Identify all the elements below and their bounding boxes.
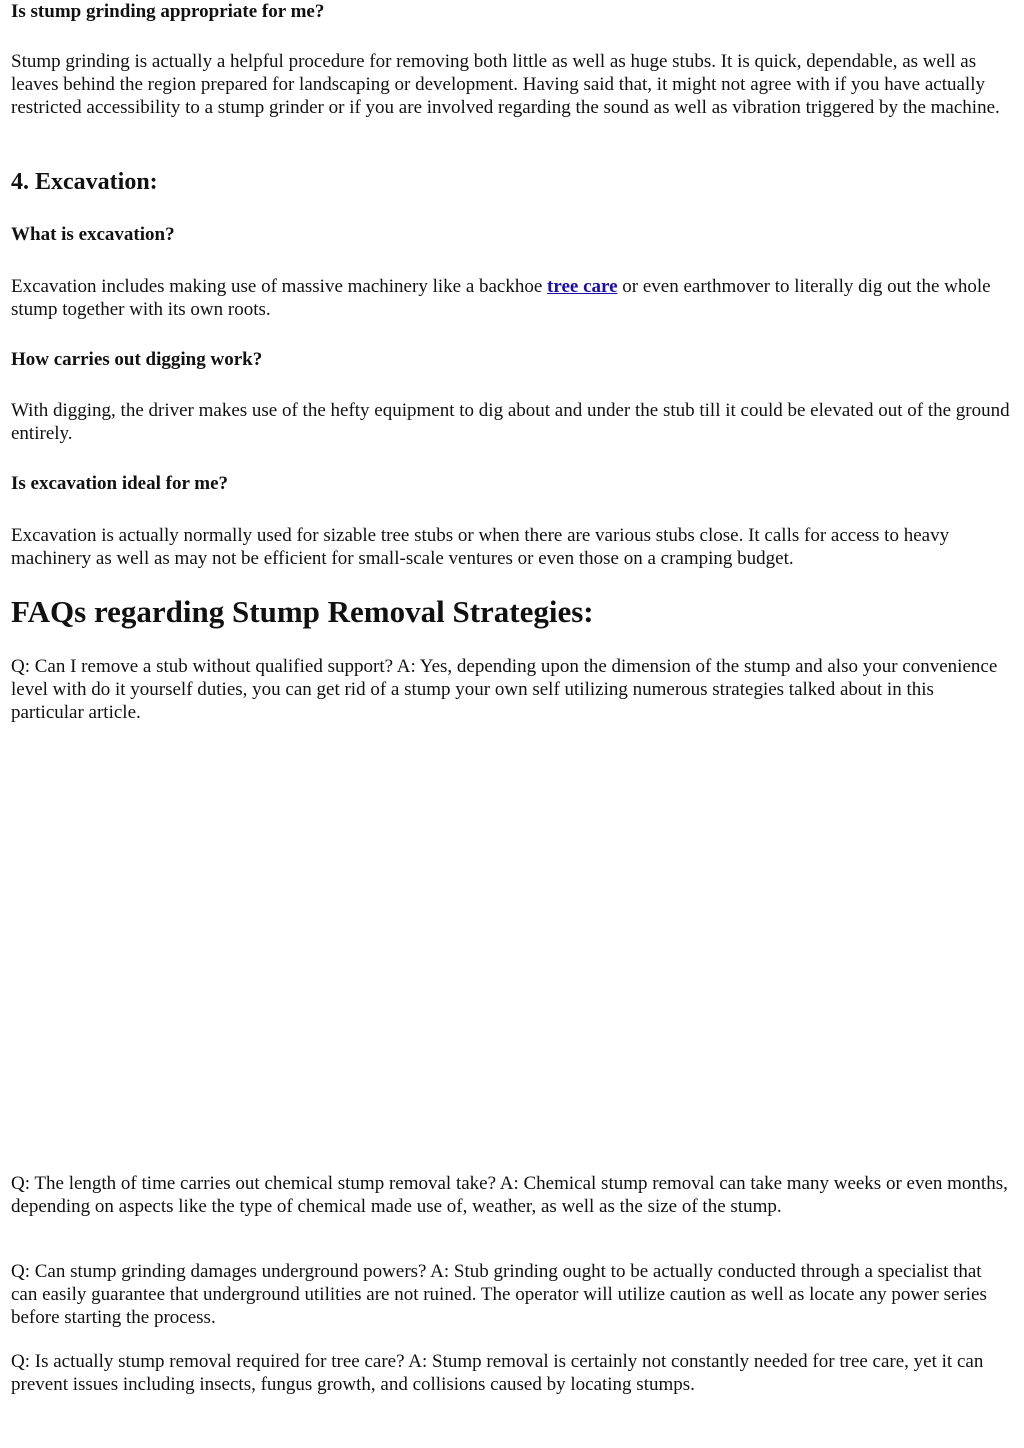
excavation-what-answer-text-1: Excavation includes making use of massive machinery like a backhoe <box>11 276 548 297</box>
excavation-ideal-answer: Excavation is actually normally used for sizable tree stubs or when there are various stubs close. It calls for access to heavy machinery as well as may not be efficient for small-scale ventures or even those on a cramping budget. <box>11 525 950 569</box>
faq-item: Q: Can stump grinding damages underground powers? A: Stub grinding ought to be actually conducted through a specialist that can easily guarantee that underground utilities are not ruined. The operator will utilize caution as well as locate any power series before starting the process. <box>11 1261 987 1328</box>
faqs-heading: FAQs regarding Stump Removal Strategies: <box>11 594 594 629</box>
excavation-what-answer <box>11 275 1011 321</box>
excavation-ideal-question: Is excavation ideal for me? <box>11 473 229 494</box>
faq-item: Q: Is actually stump removal required for tree care? A: Stump removal is certainly not constantly needed for tree care, yet it can prevent issues including insects, fungus growth, and collisions caused by locating stumps. <box>11 1351 984 1395</box>
faq-item: Q: The length of time carries out chemical stump removal take? A: Chemical stump removal can take many weeks or even months, depending on aspects like the type of chemical made use of, weather, as well as the size of the stump. <box>11 1173 1008 1217</box>
tree-care-link[interactable]: tree care <box>547 276 618 297</box>
excavation-how-question: How carries out digging work? <box>11 349 263 370</box>
stump-grinding-question: Is stump grinding appropriate for me? <box>11 1 325 22</box>
excavation-how-answer: With digging, the driver makes use of the hefty equipment to dig about and under the stub till it could be elevated out of the ground entirely. <box>11 400 1010 444</box>
excavation-what-question: What is excavation? <box>11 224 175 245</box>
stump-grinding-answer: Stump grinding is actually a helpful procedure for removing both little as well as huge stubs. It is quick, dependable, as well as leaves behind the region prepared for landscaping or development. Having said that, it might not agree with if you have actually restricted accessibility to a stump grinder or if you are involved regarding the sound as well as vibration triggered by the machine. <box>11 51 1000 118</box>
excavation-what-answer-text-2: or even earthmover to literally dig out the whole stump together with its own roots. <box>11 276 991 320</box>
faq-item: Q: Can I remove a stub without qualified support? A: Yes, depending upon the dimension of the stump and also your convenience level with do it yourself duties, you can get rid of a stump your own self utilizing numerous strategies talked about in this particular article. <box>11 656 998 723</box>
excavation-heading: 4. Excavation: <box>11 169 158 195</box>
